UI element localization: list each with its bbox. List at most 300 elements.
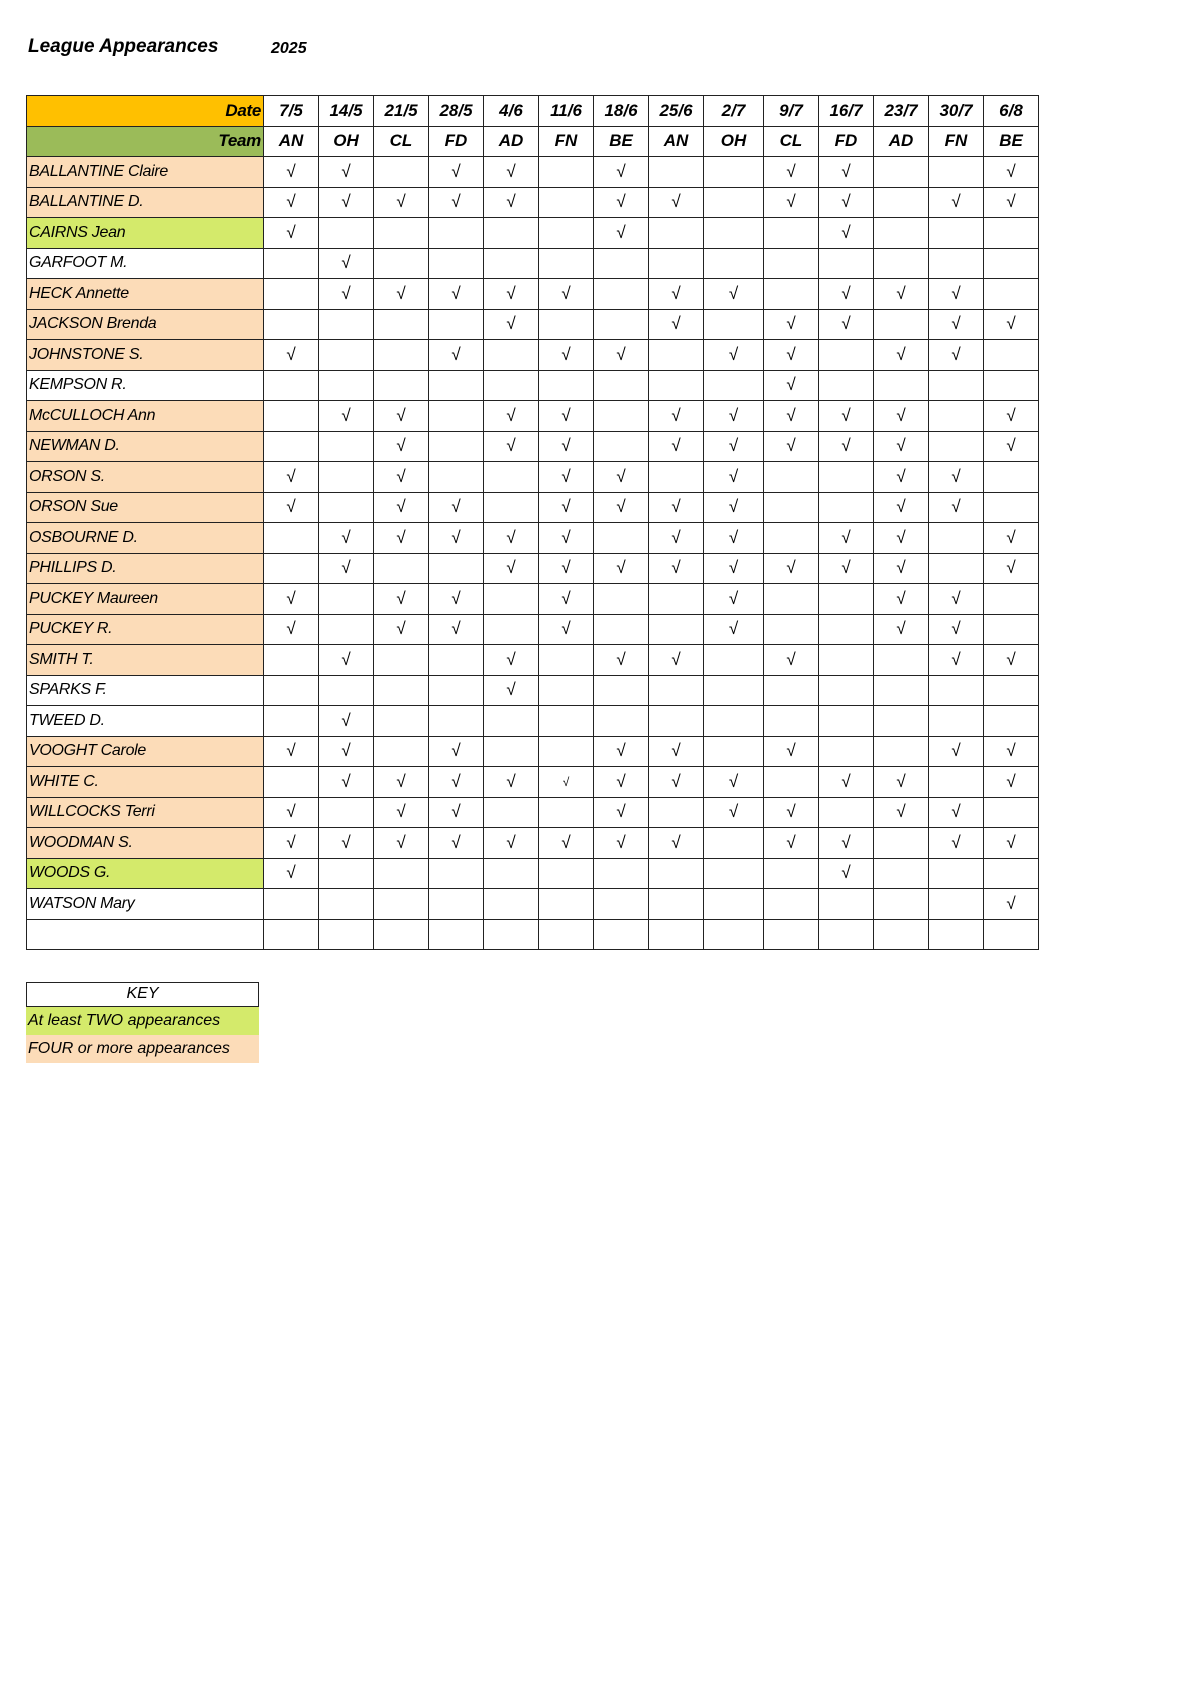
appearance-cell <box>374 340 429 371</box>
appearance-cell <box>874 736 929 767</box>
appearance-check: √ <box>819 431 874 462</box>
table-row <box>27 675 1039 706</box>
appearance-cell <box>819 248 874 279</box>
appearance-cell <box>929 675 984 706</box>
appearance-check: √ <box>984 431 1039 462</box>
appearance-check: √ <box>539 767 594 798</box>
appearance-cell <box>594 309 649 340</box>
appearance-cell <box>929 157 984 188</box>
appearance-cell <box>374 919 429 950</box>
appearance-cell <box>704 309 764 340</box>
appearance-cell <box>929 248 984 279</box>
appearance-check: √ <box>539 523 594 554</box>
player-name: WATSON Mary <box>27 889 264 920</box>
appearance-cell <box>874 309 929 340</box>
key-title: KEY <box>26 982 259 1007</box>
date-header: 11/6 <box>539 96 594 127</box>
player-name: SMITH T. <box>27 645 264 676</box>
appearance-cell <box>594 523 649 554</box>
appearance-cell <box>484 370 539 401</box>
appearance-check: √ <box>819 218 874 249</box>
appearance-check: √ <box>929 492 984 523</box>
appearance-check: √ <box>819 401 874 432</box>
appearance-check: √ <box>929 340 984 371</box>
appearance-cell <box>984 706 1039 737</box>
appearance-cell <box>819 340 874 371</box>
appearance-check: √ <box>484 279 539 310</box>
appearance-check: √ <box>984 157 1039 188</box>
appearance-cell <box>319 370 374 401</box>
appearance-cell <box>594 248 649 279</box>
team-header: FD <box>819 126 874 157</box>
appearance-check: √ <box>819 187 874 218</box>
page-title: League Appearances <box>28 36 219 57</box>
team-header: FN <box>539 126 594 157</box>
appearance-cell <box>984 584 1039 615</box>
appearance-check: √ <box>429 797 484 828</box>
appearance-check: √ <box>319 553 374 584</box>
appearance-check: √ <box>374 462 429 493</box>
team-header: OH <box>319 126 374 157</box>
appearance-check: √ <box>539 492 594 523</box>
appearance-check: √ <box>264 157 319 188</box>
appearance-cell <box>319 889 374 920</box>
team-header: AN <box>649 126 704 157</box>
appearance-check: √ <box>984 645 1039 676</box>
appearance-check: √ <box>594 492 649 523</box>
appearance-check: √ <box>874 340 929 371</box>
appearance-check: √ <box>319 401 374 432</box>
appearance-cell <box>319 858 374 889</box>
appearance-check: √ <box>819 828 874 859</box>
player-name: WHITE C. <box>27 767 264 798</box>
appearance-cell <box>929 401 984 432</box>
appearance-cell <box>264 401 319 432</box>
team-header: CL <box>764 126 819 157</box>
appearance-check: √ <box>874 584 929 615</box>
appearance-check: √ <box>264 858 319 889</box>
appearance-check: √ <box>374 492 429 523</box>
appearance-cell <box>819 614 874 645</box>
appearance-check: √ <box>764 309 819 340</box>
appearance-cell <box>264 767 319 798</box>
appearance-cell <box>429 645 484 676</box>
table-row <box>27 919 1039 950</box>
date-header-row <box>27 96 1039 127</box>
appearance-cell <box>704 645 764 676</box>
appearance-cell <box>374 370 429 401</box>
appearance-check: √ <box>374 828 429 859</box>
appearance-cell <box>594 675 649 706</box>
appearance-cell <box>704 218 764 249</box>
appearance-cell <box>764 889 819 920</box>
appearance-cell <box>704 706 764 737</box>
player-name: BALLANTINE D. <box>27 187 264 218</box>
appearance-check: √ <box>374 523 429 554</box>
appearance-check: √ <box>264 462 319 493</box>
appearance-cell <box>874 675 929 706</box>
appearance-cell <box>484 218 539 249</box>
table-row <box>27 645 1039 676</box>
appearance-cell <box>874 187 929 218</box>
appearance-cell <box>819 370 874 401</box>
appearance-check: √ <box>704 553 764 584</box>
appearance-check: √ <box>819 309 874 340</box>
appearance-check: √ <box>649 492 704 523</box>
table-row <box>27 340 1039 371</box>
appearance-check: √ <box>984 401 1039 432</box>
date-header: 23/7 <box>874 96 929 127</box>
table-row <box>27 858 1039 889</box>
appearance-cell <box>539 797 594 828</box>
appearance-cell <box>539 858 594 889</box>
appearance-cell <box>819 584 874 615</box>
team-header: BE <box>594 126 649 157</box>
appearance-check: √ <box>429 279 484 310</box>
player-name: GARFOOT M. <box>27 248 264 279</box>
appearance-check: √ <box>319 736 374 767</box>
appearance-cell <box>984 279 1039 310</box>
appearance-cell <box>594 706 649 737</box>
appearance-cell <box>319 797 374 828</box>
appearance-cell <box>649 919 704 950</box>
appearance-cell <box>819 462 874 493</box>
appearance-cell <box>539 706 594 737</box>
date-header: 18/6 <box>594 96 649 127</box>
table-row <box>27 462 1039 493</box>
appearance-check: √ <box>539 584 594 615</box>
date-header: 7/5 <box>264 96 319 127</box>
appearance-cell <box>764 858 819 889</box>
appearance-check: √ <box>649 828 704 859</box>
appearance-check: √ <box>929 736 984 767</box>
appearance-check: √ <box>984 523 1039 554</box>
table-row <box>27 584 1039 615</box>
appearance-cell <box>874 889 929 920</box>
table-row <box>27 248 1039 279</box>
appearance-check: √ <box>764 797 819 828</box>
appearance-cell <box>649 157 704 188</box>
team-header: AD <box>874 126 929 157</box>
appearance-check: √ <box>874 767 929 798</box>
appearance-check: √ <box>929 462 984 493</box>
appearance-cell <box>374 645 429 676</box>
appearance-check: √ <box>819 523 874 554</box>
table-row <box>27 187 1039 218</box>
appearance-cell <box>374 309 429 340</box>
appearance-check: √ <box>264 614 319 645</box>
appearance-cell <box>984 858 1039 889</box>
appearance-cell <box>874 919 929 950</box>
table-row <box>27 706 1039 737</box>
date-header: 4/6 <box>484 96 539 127</box>
team-header: OH <box>704 126 764 157</box>
appearance-check: √ <box>429 340 484 371</box>
appearance-cell <box>594 889 649 920</box>
appearance-check: √ <box>429 614 484 645</box>
appearance-cell <box>649 706 704 737</box>
appearance-check: √ <box>704 401 764 432</box>
appearance-cell <box>539 675 594 706</box>
appearance-check: √ <box>264 340 319 371</box>
appearance-check: √ <box>594 157 649 188</box>
appearance-cell <box>649 797 704 828</box>
appearance-cell <box>539 218 594 249</box>
player-name: McCULLOCH Ann <box>27 401 264 432</box>
appearance-check: √ <box>374 187 429 218</box>
appearance-cell <box>539 645 594 676</box>
appearance-cell <box>984 614 1039 645</box>
date-header: 2/7 <box>704 96 764 127</box>
appearance-check: √ <box>649 523 704 554</box>
appearance-check: √ <box>929 187 984 218</box>
appearance-cell <box>429 462 484 493</box>
player-name: CAIRNS Jean <box>27 218 264 249</box>
appearance-cell <box>264 279 319 310</box>
appearance-check: √ <box>819 767 874 798</box>
appearance-cell <box>429 706 484 737</box>
appearance-check: √ <box>984 309 1039 340</box>
appearance-check: √ <box>319 157 374 188</box>
appearance-cell <box>929 706 984 737</box>
appearance-cell <box>704 919 764 950</box>
appearance-check: √ <box>764 187 819 218</box>
appearance-check: √ <box>764 736 819 767</box>
appearance-cell <box>929 218 984 249</box>
appearance-check: √ <box>484 187 539 218</box>
date-header: 30/7 <box>929 96 984 127</box>
table-row <box>27 614 1039 645</box>
appearance-cell <box>484 462 539 493</box>
table-row <box>27 157 1039 188</box>
appearance-cell <box>429 919 484 950</box>
player-name: PUCKEY R. <box>27 614 264 645</box>
appearance-check: √ <box>764 828 819 859</box>
appearance-cell <box>484 919 539 950</box>
player-name: WILLCOCKS Terri <box>27 797 264 828</box>
table-row <box>27 736 1039 767</box>
appearance-check: √ <box>484 157 539 188</box>
appearance-cell <box>704 858 764 889</box>
appearance-check: √ <box>539 462 594 493</box>
appearance-check: √ <box>264 187 319 218</box>
appearance-cell <box>539 736 594 767</box>
appearance-check: √ <box>984 889 1039 920</box>
appearance-check: √ <box>539 401 594 432</box>
key-two-appearances: At least TWO appearances <box>26 1007 259 1035</box>
table-row <box>27 492 1039 523</box>
appearance-cell <box>319 309 374 340</box>
appearance-check: √ <box>649 401 704 432</box>
appearance-check: √ <box>649 279 704 310</box>
appearance-cell <box>929 370 984 401</box>
appearance-cell <box>374 248 429 279</box>
appearance-cell <box>874 858 929 889</box>
appearance-cell <box>594 919 649 950</box>
appearance-check: √ <box>764 370 819 401</box>
appearance-cell <box>984 218 1039 249</box>
team-header: FN <box>929 126 984 157</box>
appearance-cell <box>704 736 764 767</box>
appearance-check: √ <box>874 523 929 554</box>
appearance-check: √ <box>319 248 374 279</box>
appearance-check: √ <box>764 553 819 584</box>
appearance-check: √ <box>484 645 539 676</box>
appearance-check: √ <box>539 614 594 645</box>
appearance-cell <box>429 889 484 920</box>
appearance-check: √ <box>539 279 594 310</box>
appearance-cell <box>374 706 429 737</box>
appearance-check: √ <box>819 553 874 584</box>
appearance-check: √ <box>594 553 649 584</box>
appearance-check: √ <box>874 462 929 493</box>
appearance-cell <box>594 584 649 615</box>
appearance-cell <box>429 858 484 889</box>
appearance-check: √ <box>484 553 539 584</box>
appearance-cell <box>264 431 319 462</box>
table-row <box>27 553 1039 584</box>
appearance-check: √ <box>264 736 319 767</box>
appearance-cell <box>704 157 764 188</box>
date-header: 16/7 <box>819 96 874 127</box>
appearance-check: √ <box>649 767 704 798</box>
team-header: FD <box>429 126 484 157</box>
appearance-cell <box>649 584 704 615</box>
appearance-check: √ <box>319 279 374 310</box>
appearance-cell <box>764 248 819 279</box>
appearance-check: √ <box>594 828 649 859</box>
player-name: WOODMAN S. <box>27 828 264 859</box>
appearance-check: √ <box>704 523 764 554</box>
appearance-cell <box>319 218 374 249</box>
date-label: Date <box>27 96 264 127</box>
appearances-table <box>26 95 1039 950</box>
appearance-cell <box>594 401 649 432</box>
appearance-cell <box>429 675 484 706</box>
appearance-check: √ <box>484 523 539 554</box>
appearance-cell <box>374 736 429 767</box>
appearance-cell <box>984 492 1039 523</box>
appearance-check: √ <box>874 401 929 432</box>
appearance-check: √ <box>984 767 1039 798</box>
appearance-check: √ <box>264 492 319 523</box>
appearance-cell <box>264 706 319 737</box>
appearance-cell <box>764 218 819 249</box>
season-year: 2025 <box>271 40 307 57</box>
appearance-cell <box>264 309 319 340</box>
key-four-appearances: FOUR or more appearances <box>26 1035 259 1063</box>
appearance-cell <box>374 157 429 188</box>
appearance-cell <box>764 767 819 798</box>
team-label: Team <box>27 126 264 157</box>
appearance-cell <box>264 523 319 554</box>
appearance-check: √ <box>429 767 484 798</box>
appearance-check: √ <box>649 309 704 340</box>
appearance-check: √ <box>594 340 649 371</box>
appearance-cell <box>929 523 984 554</box>
team-header: BE <box>984 126 1039 157</box>
appearance-check: √ <box>984 553 1039 584</box>
appearance-check: √ <box>819 157 874 188</box>
appearance-cell <box>874 157 929 188</box>
table-row <box>27 797 1039 828</box>
appearance-cell <box>539 187 594 218</box>
appearance-check: √ <box>929 279 984 310</box>
appearance-check: √ <box>764 431 819 462</box>
appearance-cell <box>704 889 764 920</box>
appearance-check: √ <box>484 828 539 859</box>
appearance-check: √ <box>484 309 539 340</box>
appearance-cell <box>319 584 374 615</box>
appearance-check: √ <box>264 797 319 828</box>
appearance-cell <box>819 706 874 737</box>
appearance-cell <box>539 248 594 279</box>
date-header: 28/5 <box>429 96 484 127</box>
player-name: PUCKEY Maureen <box>27 584 264 615</box>
appearance-cell <box>649 370 704 401</box>
appearance-check: √ <box>819 279 874 310</box>
appearance-cell <box>929 431 984 462</box>
appearance-cell <box>819 492 874 523</box>
table-row <box>27 828 1039 859</box>
appearance-check: √ <box>319 645 374 676</box>
appearance-cell <box>649 614 704 645</box>
appearance-check: √ <box>484 401 539 432</box>
appearance-cell <box>704 675 764 706</box>
appearance-cell <box>264 553 319 584</box>
appearance-check: √ <box>874 492 929 523</box>
appearance-cell <box>594 858 649 889</box>
appearance-cell <box>594 370 649 401</box>
appearance-check: √ <box>319 767 374 798</box>
appearance-cell <box>819 645 874 676</box>
appearance-cell <box>484 858 539 889</box>
appearance-check: √ <box>649 187 704 218</box>
appearance-check: √ <box>374 614 429 645</box>
appearance-cell <box>484 614 539 645</box>
appearance-cell <box>929 919 984 950</box>
player-name: SPARKS F. <box>27 675 264 706</box>
appearance-cell <box>649 889 704 920</box>
appearance-cell <box>764 919 819 950</box>
appearance-check: √ <box>429 157 484 188</box>
player-name: ORSON Sue <box>27 492 264 523</box>
appearance-cell <box>929 889 984 920</box>
appearance-cell <box>429 401 484 432</box>
appearance-cell <box>984 919 1039 950</box>
appearance-cell <box>539 157 594 188</box>
appearance-cell <box>649 218 704 249</box>
appearance-check: √ <box>984 187 1039 218</box>
appearance-check: √ <box>429 523 484 554</box>
appearance-cell <box>929 767 984 798</box>
appearance-cell <box>984 248 1039 279</box>
appearance-cell <box>319 431 374 462</box>
appearance-check: √ <box>874 797 929 828</box>
appearance-cell <box>874 218 929 249</box>
appearance-check: √ <box>704 584 764 615</box>
table-row <box>27 370 1039 401</box>
appearance-check: √ <box>704 431 764 462</box>
appearance-check: √ <box>984 828 1039 859</box>
appearance-cell <box>819 797 874 828</box>
table-row <box>27 218 1039 249</box>
appearance-check: √ <box>594 462 649 493</box>
appearance-cell <box>484 797 539 828</box>
appearance-cell <box>819 919 874 950</box>
appearance-cell <box>594 614 649 645</box>
appearance-check: √ <box>429 492 484 523</box>
